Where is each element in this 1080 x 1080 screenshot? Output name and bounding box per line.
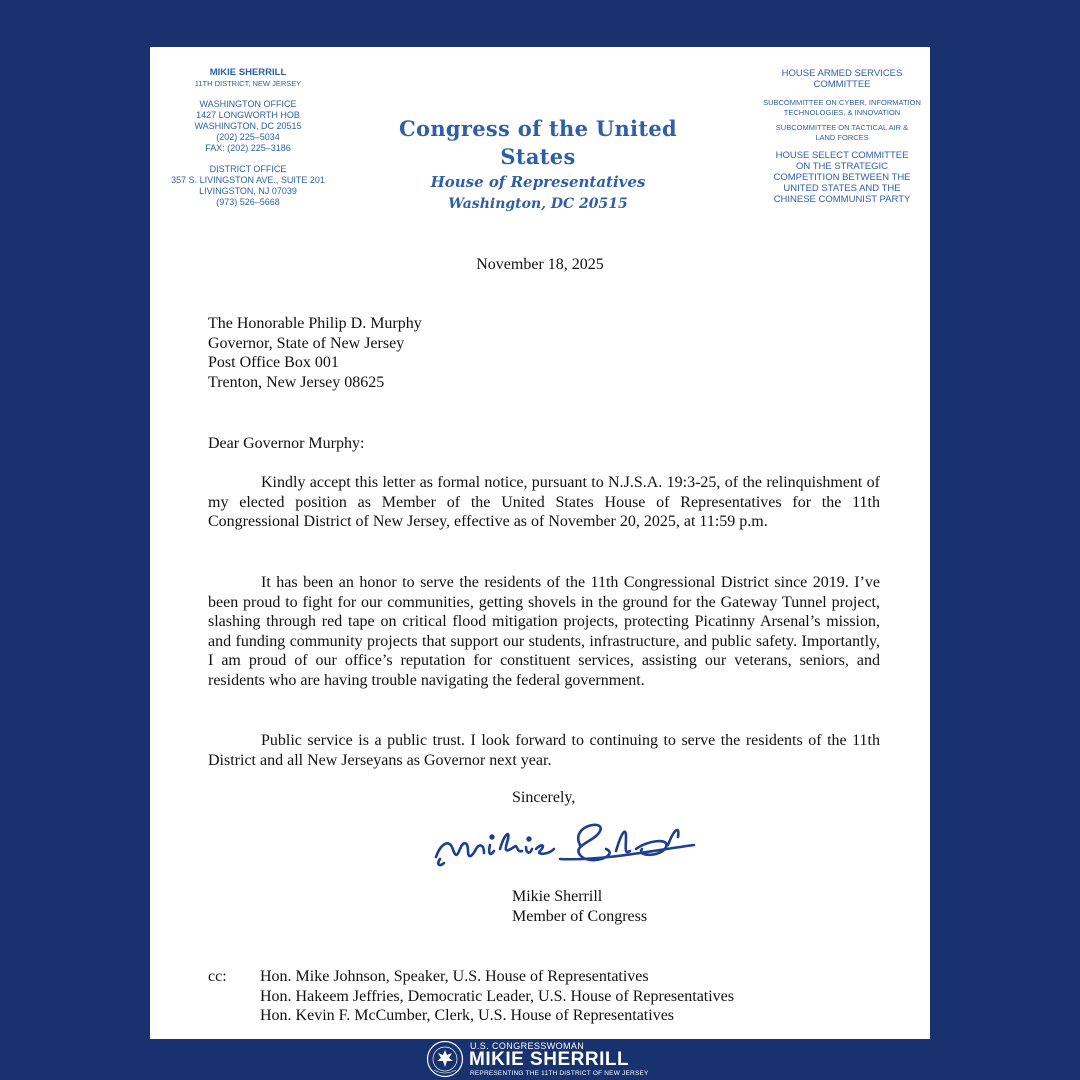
washington-office-label: WASHINGTON OFFICE <box>199 99 297 109</box>
signer-name: Mikie Sherrill <box>512 888 603 905</box>
footer-line1: U.S. CONGRESSWOMAN <box>470 1041 585 1051</box>
subcommittee-line: SUBCOMMITTEE ON TACTICAL AIR & <box>775 123 909 132</box>
district-office-line: LIVINGSTON, NJ 07039 <box>199 186 297 196</box>
letterhead-title: Congress of the United States <box>399 116 677 169</box>
paragraph-service: It has been an honor to serve the residents of the 11th Congressional District since 2019. I’ve been proud to fight for our communities, getting shovels in the ground for the Gateway Tunnel project, slashing through red tape on critical flood mitigation projects, protecting Picatinny Arsenal’s mission, and funding community projects that support our students, infrastructure, and public safety. Importantly, I am proud of our office’s reputation for constituent services, assisting our veterans, seniors, and residents who are having trouble navigating the federal government. <box>208 574 880 689</box>
washington-office-line: (202) 225–5034 <box>216 132 280 142</box>
house-seal-icon <box>426 1040 464 1078</box>
letter-date: November 18, 2025 <box>476 256 604 273</box>
select-committee-line: UNITED STATES AND THE <box>783 183 901 194</box>
letterhead-location: Washington, DC 20515 <box>448 196 628 212</box>
select-committee-line: CHINESE COMMUNIST PARTY <box>773 194 911 205</box>
washington-office-line: FAX: (202) 225–3186 <box>205 143 291 153</box>
select-committee-line: COMPETITION BETWEEN THE <box>773 172 911 183</box>
paragraph-public-trust: Public service is a public trust. I look forward to continuing to serve the residents of the 11th District and all New Jerseyans as Governor next year. <box>208 732 880 769</box>
letterhead-member-name: MIKIE SHERRILL <box>209 67 287 78</box>
cc-recipient: Hon. Hakeem Jeffries, Democratic Leader, U.S. House of Representatives <box>260 987 735 1005</box>
committee-line: HOUSE ARMED SERVICES <box>781 68 903 79</box>
cc-recipient: Hon. Kevin F. McCumber, Clerk, U.S. House of Representatives <box>260 1007 675 1024</box>
address-line: Governor, State of New Jersey <box>208 334 405 352</box>
signer-title: Member of Congress <box>512 908 648 925</box>
address-line: The Honorable Philip D. Murphy <box>208 315 422 332</box>
closing: Sincerely, <box>512 789 576 806</box>
recipient-address <box>208 314 880 392</box>
signature <box>430 815 700 875</box>
cc-recipient: Hon. Mike Johnson, Speaker, U.S. House of Representatives <box>260 968 649 985</box>
footer-branding <box>426 1040 666 1080</box>
select-committee-line: ON THE STRATEGIC <box>795 161 889 172</box>
subcommittee-line: SUBCOMMITTEE ON CYBER, INFORMATION <box>763 98 921 107</box>
washington-office-line: WASHINGTON, DC 20515 <box>194 121 302 131</box>
district-office-label: DISTRICT OFFICE <box>209 164 287 174</box>
washington-office-line: 1427 LONGWORTH HOB <box>196 110 300 120</box>
paragraph-notice: Kindly accept this letter as formal notice, pursuant to N.J.S.A. 19:3-25, of the relinquishment of my elected position as Member of the United States House of Representatives for the 11th Congressional District of New Jersey, effective as of November 20, 2025, at 11:59 p.m. <box>208 474 880 530</box>
letterhead-left-block <box>150 67 346 208</box>
footer-line2: MIKIE SHERRILL <box>469 1049 630 1070</box>
address-line: Trenton, New Jersey 08625 <box>208 373 385 391</box>
letterhead-right-block <box>762 68 922 205</box>
subcommittee-line: LAND FORCES <box>815 132 869 142</box>
subcommittee-line: TECHNOLOGIES, & INNOVATION <box>783 107 901 117</box>
select-committee-line: HOUSE SELECT COMMITTEE <box>775 150 909 161</box>
committee-line: COMMITTEE <box>813 79 871 90</box>
letterhead-district: 11TH DISTRICT, NEW JERSEY <box>194 79 302 88</box>
letterhead-center-block <box>378 115 698 215</box>
footer-line3: REPRESENTING THE 11TH DISTRICT OF NEW JERSEY <box>470 1070 649 1077</box>
district-office-line: 357 S. LIVINGSTON AVE., SUITE 201 <box>171 175 325 185</box>
salutation: Dear Governor Murphy: <box>208 435 365 452</box>
letterhead-subtitle: House of Representatives <box>430 173 646 191</box>
address-line: Post Office Box 001 <box>208 354 339 371</box>
cc-label: cc: <box>208 968 227 985</box>
letter-page <box>150 47 930 1039</box>
district-office-line: (973) 526–5668 <box>216 197 280 207</box>
signer-block <box>512 887 647 927</box>
